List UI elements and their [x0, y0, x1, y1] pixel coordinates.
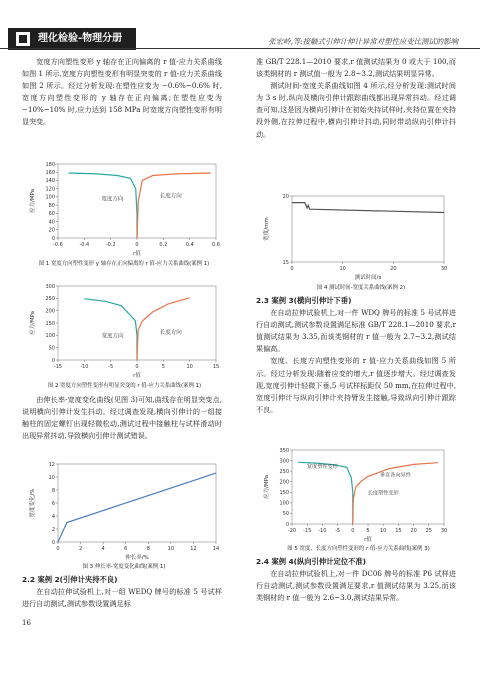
y-tick-label: 10	[48, 474, 55, 481]
y-tick-label: 4	[51, 513, 55, 520]
section-2-4-heading: 2.4 案例 4(纵向引伸计定位不准)	[256, 557, 367, 566]
y-tick-label: 12	[48, 461, 55, 468]
figure-5-caption: 图 5 宽度、长度方向塑性变形的 r 值-应力关系曲线(案例 3)	[287, 546, 430, 552]
x-tick-label: 15	[212, 364, 220, 370]
y-axis-label: 应力/MPa	[30, 188, 36, 214]
x-tick-label: 0	[135, 242, 139, 248]
y-axis-label: 应力/MPa	[30, 310, 36, 336]
x-tick-label: 0	[135, 364, 139, 370]
y-tick-label: 180	[45, 161, 55, 168]
right-para-3: 在自动拉伸试验机上,对一件 WDQ 牌号的标准 5 号试样进行自动测试,测试参数设置满足标准 GB/T 228.1—2010 要求,r 值测试结果为 3.35,而该类钢材的 r 值一般为 2.7~3.2,测试结果偏高。	[256, 308, 456, 354]
annotation-label: 垂直各向异性	[379, 472, 411, 479]
x-tick-label: -0.4	[79, 242, 90, 248]
y-tick-label: 50	[282, 511, 289, 518]
x-axis-label: 伸长率/%	[125, 555, 149, 561]
y-tick-label: 200	[279, 479, 289, 486]
right-para-2: 测试时间-宽度关系曲线如图 4 所示,经分析发现:测试时间为 3 s 时,纵向及横向引伸计跟踪曲线都出现异常抖动。经过调查可知,这是因为横向引伸计在初始夹持试样时,夹持位置在夹持段外侧,在拉伸过程中,横向引伸计抖动,同时带动纵向引伸计抖动。	[256, 81, 456, 139]
series-label: 宽度方向	[101, 333, 124, 340]
figure-3-chart	[28, 458, 224, 562]
left-column	[22, 56, 222, 129]
x-tick-label: 25	[425, 528, 432, 534]
x-tick-label: 5	[366, 528, 370, 534]
x-tick-label: 10	[339, 266, 346, 272]
x-tick-label: 30	[440, 528, 448, 534]
figure-3-caption: 图 3 伸长率-宽度变化曲线(案例 1)	[82, 564, 166, 570]
y-tick-label: 200	[45, 308, 55, 315]
y-tick-label: 100	[45, 333, 55, 340]
y-tick-label: 80	[48, 202, 55, 209]
figure-4-chart	[262, 190, 452, 282]
x-tick-label: 12	[190, 546, 197, 552]
y-tick-label: 120	[45, 186, 55, 193]
left-column-mid	[22, 394, 222, 442]
x-tick-label: -20	[287, 528, 297, 534]
x-tick-label: 2	[78, 546, 83, 552]
x-tick-label: 14	[212, 546, 220, 552]
page-number: 16	[22, 619, 31, 627]
y-axis-label: 宽度变化/%	[30, 488, 36, 518]
x-tick-label: 0	[56, 546, 60, 552]
y-tick-label: 0	[51, 539, 55, 546]
x-tick-label: 5	[161, 364, 165, 370]
x-tick-label: 10	[167, 546, 175, 552]
left-para-2: 由伸长率-宽度变化曲线(见图 3)可知,曲线存在明显突变点,说明横向引伸计发生抖动。经过调查发现,横向引伸计的一组接触柱的固定螺钉出现轻微松动,测试过程中接触柱与试样滑动时出现异常抖动,导致横向引伸计测试错误。	[22, 395, 222, 441]
plot-frame	[292, 450, 444, 524]
x-tick-label: -5	[108, 364, 114, 370]
y-tick-label: 300	[45, 283, 55, 290]
x-tick-label: -15	[303, 528, 312, 534]
figure-1-caption: 图 1 宽度方向塑性变形 y 轴存在正向偏离的 r 值-应力关系曲线(案例 1)	[38, 261, 210, 267]
y-tick-label: 15	[282, 259, 289, 266]
y-tick-label: 2	[51, 526, 55, 533]
right-para-5: 在自动拉伸试验机上,对一件 DC06 牌号的标准 P6 试样进行自动测试,测试参数设置满足要求,r 值测试结果为 3.25,而该类钢材的 r 值一般为 2.6~3.0,测试结果异常。	[256, 569, 456, 603]
y-tick-label: 20	[282, 193, 289, 200]
y-tick-label: 6	[51, 500, 55, 507]
x-tick-label: 0.6	[212, 242, 220, 248]
y-tick-label: 100	[45, 194, 55, 201]
x-tick-label: -10	[318, 528, 327, 534]
figure-4-caption: 图 4 测试时间-宽度关系曲线(案例 2)	[316, 285, 406, 291]
left-para-3: 在自动拉伸试验机上,对一组 WEDQ 牌号的标准 5 号试样进行自动测试,测试参数设置满足标	[22, 587, 222, 609]
x-tick-label: -0.2	[105, 242, 116, 248]
series-line	[58, 473, 216, 542]
x-tick-label: 0	[351, 528, 355, 534]
y-axis-label: 应力/MPa	[264, 474, 270, 500]
y-tick-label: 150	[45, 320, 55, 327]
x-tick-label: 0.2	[159, 242, 168, 248]
right-para-4: 宽度、长度方向塑性变形的 r 值-应力关系曲线如图 5 所示。经过分析发现:随着应变的增大,r 值逐步增大。经过调查发现,宽度引伸计轻微下垂,5 号试样标距仅 50 mm,在拉伸过程中,宽度引伸计与纵向引伸计夹持臂发生接触,导致纵向引伸计跟踪不良。	[256, 356, 456, 414]
y-tick-label: 160	[45, 170, 55, 177]
series-line	[292, 203, 444, 213]
figure-2-caption: 图 2 宽度方向塑性变形有明显突变的 r 值-应力关系曲线(案例 1)	[47, 383, 202, 389]
series-line	[298, 462, 353, 524]
x-tick-label: 0	[290, 266, 294, 272]
right-column	[256, 56, 456, 141]
logo-mark-icon	[16, 32, 30, 46]
x-axis-label: r值	[133, 373, 141, 379]
right-para-1: 准 GB/T 228.1—2010 要求,r 值测试结果为 0 或大于 100,而该类钢材的 r 测试值一般为 2.8~3.2,测试结果明显异常。	[256, 57, 456, 79]
figure-5-chart	[262, 444, 452, 544]
journal-logo-text: 理化检验-物理分册	[38, 33, 123, 44]
y-tick-label: 150	[279, 490, 289, 497]
x-tick-label: -10	[80, 364, 89, 370]
series-label: 宽度方向	[101, 196, 124, 203]
series-line	[137, 298, 190, 360]
plot-frame	[292, 196, 444, 262]
x-tick-label: 0.4	[185, 242, 194, 248]
figure-2-chart	[28, 280, 224, 380]
left-para-1: 宽度方向塑性变形 y 轴存在正向偏离的 r 值-应力关系曲线如图 1 所示,宽度方向塑性变形有明显突变的 r 值-应力关系曲线如图 2 所示。经过分析发现:在塑性应变为 −0.6%~0.6% 时,宽度方向塑性变形的 y 轴存在正向偏离;在塑性应变为 −10%~10% 时,应力达到 158 MPa 时宽度方向塑性变形有明显突变。	[22, 57, 222, 127]
section-2-3-heading: 2.3 案例 3(横向引伸计下垂)	[256, 296, 352, 305]
x-axis-label: r值	[364, 537, 372, 543]
series-label: 长度方向	[159, 329, 182, 336]
x-tick-label: -0.6	[53, 242, 63, 248]
y-tick-label: 300	[279, 458, 289, 465]
running-head: 张宏岭,等:接触式引伸计伸计异常对塑性应变比测试的影响	[268, 37, 458, 46]
x-tick-label: -15	[53, 364, 63, 370]
x-tick-label: 8	[146, 546, 150, 552]
x-tick-label: 10	[186, 364, 193, 370]
x-axis-label: 测试时间/s	[354, 275, 382, 281]
x-tick-label: 30	[440, 266, 448, 272]
section-2-2-heading: 2.2 案例 2(引伸计夹持不良)	[22, 575, 118, 584]
x-tick-label: 15	[395, 528, 402, 534]
series-line	[84, 299, 137, 360]
x-tick-label: 4	[101, 546, 105, 552]
x-tick-label: 20	[390, 266, 397, 272]
y-tick-label: 350	[279, 447, 289, 454]
y-tick-label: 0	[51, 235, 55, 242]
header-rule	[0, 48, 480, 49]
y-tick-label: 8	[51, 487, 55, 494]
right-column-bottom	[256, 556, 456, 604]
logo	[8, 28, 136, 50]
x-tick-label: -5	[335, 528, 341, 534]
y-axis-label: 宽度/mm	[264, 217, 270, 241]
right-column-mid	[256, 295, 456, 416]
annotation-label: 长度塑性变形	[367, 490, 399, 497]
y-tick-label: 250	[45, 296, 55, 303]
x-tick-label: 10	[380, 528, 387, 534]
series-line	[69, 173, 138, 238]
y-tick-label: 0	[285, 521, 289, 528]
y-tick-label: 40	[48, 219, 55, 226]
y-tick-label: 0	[51, 357, 55, 364]
x-tick-label: 20	[410, 528, 417, 534]
x-axis-label: r值	[133, 251, 141, 257]
y-tick-label: 250	[279, 468, 289, 475]
annotation-label: 宽度塑性变形	[306, 463, 338, 470]
plot-frame	[58, 464, 216, 542]
y-tick-label: 100	[279, 500, 289, 507]
y-tick-label: 140	[45, 178, 55, 185]
series-label: 长度方向	[159, 193, 182, 200]
x-tick-label: 6	[124, 546, 128, 552]
left-column-bottom	[22, 574, 222, 610]
series-line	[137, 173, 211, 238]
y-tick-label: 60	[48, 211, 55, 218]
y-tick-label: 20	[48, 227, 55, 234]
figure-1-chart	[28, 158, 224, 258]
y-tick-label: 50	[48, 345, 55, 352]
